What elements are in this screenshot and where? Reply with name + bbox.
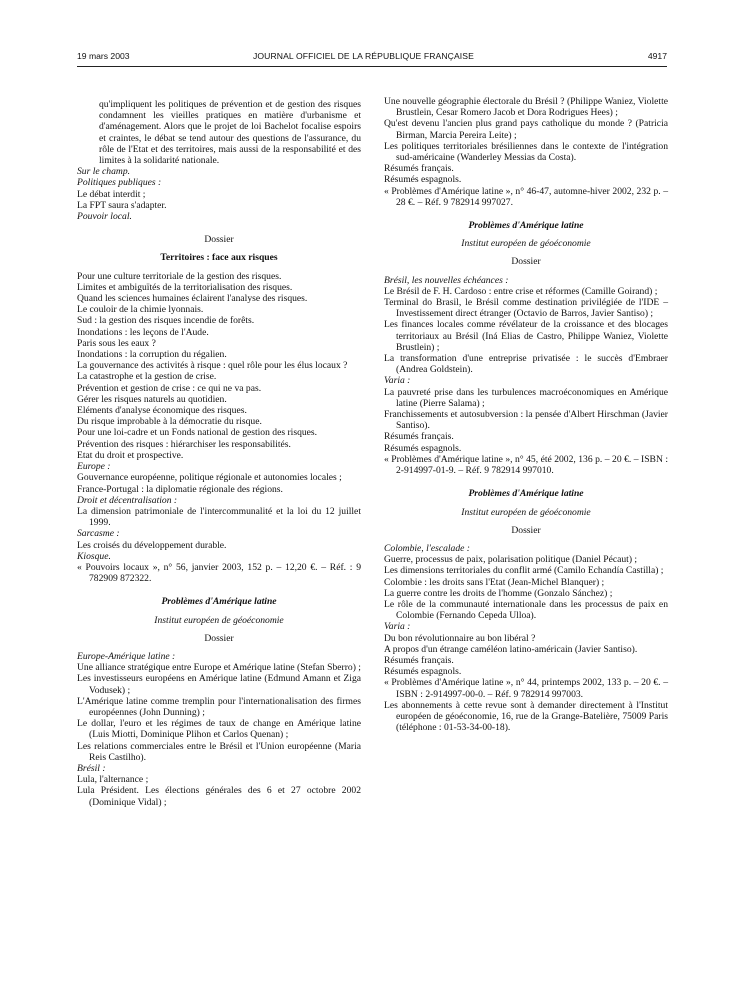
page-number: 4917	[647, 51, 667, 61]
list-item: Pour une loi-cadre et un Fonds national de gestion des risques.	[77, 427, 318, 439]
section-sur-le-champ: Sur le champ.	[77, 166, 131, 178]
list-item: Le couloir de la chimie lyonnais.	[77, 304, 204, 316]
section-varia: Varia :	[384, 375, 411, 387]
list-item: Eléments d'analyse économique des risques.	[77, 405, 247, 417]
page-header	[77, 51, 667, 64]
dossier-heading: Dossier	[511, 256, 541, 268]
list-item: L'Amérique latine comme tremplin pour l'internationalisation des firmes européennes (John Dunning) ;	[77, 695, 361, 718]
resume-line: Résumés français.	[384, 431, 454, 443]
list-item: Du risque improbable à la démocratie du risque.	[77, 416, 262, 428]
list-item: France-Portugal : la diplomatie régionale des régions.	[77, 483, 283, 495]
publication-title: Problèmes d'Amérique latine	[468, 488, 584, 500]
list-item: Le rôle de la communauté internationale dans les processus de paix en Colombie (Fernando Cepeda Ulloa).	[384, 598, 668, 622]
list-item: La dimension patrimoniale de l'intercommunalité et la loi du 12 juillet 1999.	[77, 505, 361, 529]
right-column	[384, 96, 668, 733]
reference-line: « Pouvoirs locaux », n° 56, janvier 2003, 152 p. – 12,20 €. – Réf. : 9 782909 872322.	[77, 561, 361, 585]
resume-line: Résumés espagnols.	[384, 174, 462, 186]
list-item: La catastrophe et la gestion de crise.	[77, 371, 217, 383]
subscription-note: Les abonnements à cette revue sont à demander directement à l'Institut européen de géoéconomie, 16, rue de la Grange-Batelière, 75009 Paris (téléphone : 01-53-34-00-18).	[384, 699, 668, 734]
politiques-publiques-list	[77, 189, 361, 211]
list-item: La transformation d'une entreprise privatisée : le succès d'Embraer (Andrea Goldstein).	[384, 353, 668, 376]
header-rule	[77, 66, 667, 67]
section-politiques-publiques: Politiques publiques :	[77, 177, 162, 189]
list-item: Sud : la gestion des risques incendie de forêts.	[77, 315, 255, 327]
dossier-heading: Dossier	[204, 234, 234, 246]
list-item: Lula Président. Les élections générales des 6 et 27 octobre 2002 (Dominique Vidal) ;	[77, 785, 361, 808]
list-item: Inondations : la corruption du régalien.	[77, 349, 227, 361]
resume-line: Résumés français.	[384, 163, 454, 175]
reference-line: « Problèmes d'Amérique latine », n° 44, printemps 2002, 133 p. – 20 €. – ISBN : 2-914997-00-0. – Réf. 9 782914 997003.	[384, 677, 668, 700]
list-item: Le Brésil de F. H. Cardoso : entre crise et réformes (Camille Goirand) ;	[384, 285, 658, 297]
section-varia: Varia :	[384, 621, 411, 633]
resume-line: Résumés français.	[384, 654, 454, 666]
list-item: Une nouvelle géographie électorale du Brésil ? (Philippe Waniez, Violette Brustlein, Cesar Romero Jacob et Dora Rodrigues Hees) ;	[384, 96, 668, 119]
list-item: Une alliance stratégique entre Europe et Amérique latine (Stefan Sberro) ;	[77, 662, 361, 674]
institut-name: Institut européen de géoéconomie	[461, 238, 591, 250]
intro-paragraph: qu'impliquent les politiques de prévention et de gestion des risques condamnent les vieilles pratiques en matière d'urbanisme et d'aménagement. Alors que le projet de loi Bachelot focalise espoirs et craintes, le débat se tend autour des questions de l'assurance, du rôle de l'Etat et des territoires, mais aussi de la responsabilité et des limites à la solidarité nationale.	[99, 99, 361, 167]
list-item: La pauvreté prise dans les turbulences macroéconomiques en Amérique latine (Pierre Salama) ;	[384, 386, 668, 409]
publication-title: Problèmes d'Amérique latine	[161, 596, 277, 608]
list-item: Gouvernance européenne, politique régionale et autonomies locales ;	[77, 472, 342, 484]
list-item: Lula, l'alternance ;	[77, 774, 149, 786]
reference-line: « Problèmes d'Amérique latine », n° 45, été 2002, 136 p. – 20 €. – ISBN : 2-914997-01-9. – Réf. 9 782914 997010.	[384, 453, 668, 477]
list-item: Prévention et gestion de crise : ce qui ne va pas.	[77, 382, 262, 394]
list-item: Terminal do Brasil, le Brésil comme destination privilégiée de l'IDE – Investissement direct étranger (Octavio de Barros, Javier Santiso) ;	[384, 297, 668, 320]
section-pouvoir-local: Pouvoir local.	[77, 211, 132, 223]
list-item: Quand les sciences humaines éclairent l'analyse des risques.	[77, 293, 308, 305]
list-item: A propos d'un étrange caméléon latino-américain (Javier Santiso).	[384, 643, 638, 655]
list-item: Du bon révolutionnaire au bon libéral ?	[384, 632, 536, 644]
section-bresil: Brésil :	[77, 762, 106, 774]
list-item: Etat du droit et prospective.	[77, 449, 184, 461]
resume-line: Résumés espagnols.	[384, 442, 462, 454]
list-item: Les politiques territoriales brésiliennes dans le contexte de l'intégration sud-américaine (Wanderley Messias da Costa).	[384, 140, 668, 164]
list-item: Guerre, processus de paix, polarisation politique (Daniel Pécaut) ;	[384, 554, 638, 566]
section-europe-amerique-latine: Europe-Amérique latine :	[77, 650, 176, 662]
list-item: La gouvernance des activités à risque : quel rôle pour les élus locaux ?	[77, 360, 348, 372]
list-item: Franchissements et autosubversion : la pensée d'Albert Hirschman (Javier Santiso).	[384, 409, 668, 432]
reference-line: « Problèmes d'Amérique latine », n° 46-47, automne-hiver 2002, 232 p. – 28 €. – Réf. 9 782914 997027.	[384, 185, 668, 208]
list-item: Inondations : les leçons de l'Aude.	[77, 326, 209, 338]
list-item: La FPT saura s'adapter.	[77, 199, 167, 211]
section-colombie: Colombie, l'escalade :	[384, 542, 470, 554]
publication-title: Problèmes d'Amérique latine	[468, 220, 584, 232]
list-item: La guerre contre les droits de l'homme (Gonzalo Sánchez) ;	[384, 587, 613, 599]
list-item: Le débat interdit ;	[77, 188, 146, 200]
list-item: Le dollar, l'euro et les régimes de taux de change en Amérique latine (Luis Miotti, Dominique Plihon et Carlos Quenan) ;	[77, 718, 361, 741]
list-item: Pour une culture territoriale de la gestion des risques.	[77, 270, 282, 282]
section-europe: Europe :	[77, 461, 111, 473]
list-item: Paris sous les eaux ?	[77, 337, 156, 349]
dossier-title: Territoires : face aux risques	[160, 252, 278, 264]
section-kiosque: Kiosque.	[77, 550, 111, 562]
list-item: Les dimensions territoriales du conflit armé (Camilo Echandía Castilla) ;	[384, 565, 664, 577]
section-sarcasme: Sarcasme :	[77, 528, 120, 540]
list-item: Qu'est devenu l'ancien plus grand pays catholique du monde ? (Patricia Birman, Marcia Pereira Leite) ;	[384, 118, 668, 141]
header-date: 19 mars 2003	[77, 51, 130, 61]
list-item: Prévention des risques : hiérarchiser les responsabilités.	[77, 438, 291, 450]
institut-name: Institut européen de géoéconomie	[461, 506, 591, 518]
list-item: Les relations commerciales entre le Brésil et l'Union européenne (Maria Reis Castilho).	[77, 740, 361, 763]
territoires-list	[77, 271, 361, 461]
left-column	[77, 99, 361, 808]
list-item: Les finances locales comme révélateur de la croissance et des blocages territoriaux au Brésil (Iná Elias de Castro, Philippe Waniez, Violette Brustlein) ;	[384, 319, 668, 353]
institut-name: Institut européen de géoéconomie	[154, 614, 284, 626]
list-item: Colombie : les droits sans l'Etat (Jean-Michel Blanquer) ;	[384, 576, 605, 588]
resume-line: Résumés espagnols.	[384, 666, 462, 678]
journal-title: JOURNAL OFFICIEL DE LA RÉPUBLIQUE FRANÇAISE	[253, 51, 474, 61]
list-item: Les investisseurs européens en Amérique latine (Edmund Amann et Ziga Vodusek) ;	[77, 673, 361, 696]
list-item: Les croisés du développement durable.	[77, 539, 227, 551]
section-droit: Droit et décentralisation :	[77, 494, 178, 506]
dossier-heading: Dossier	[204, 632, 234, 644]
list-item: Gérer les risques naturels au quotidien.	[77, 393, 227, 405]
list-item: Limites et ambiguïtés de la territorialisation des risques.	[77, 281, 293, 293]
section-bresil-echeances: Brésil, les nouvelles échéances :	[384, 274, 509, 286]
dossier-heading: Dossier	[511, 524, 541, 536]
